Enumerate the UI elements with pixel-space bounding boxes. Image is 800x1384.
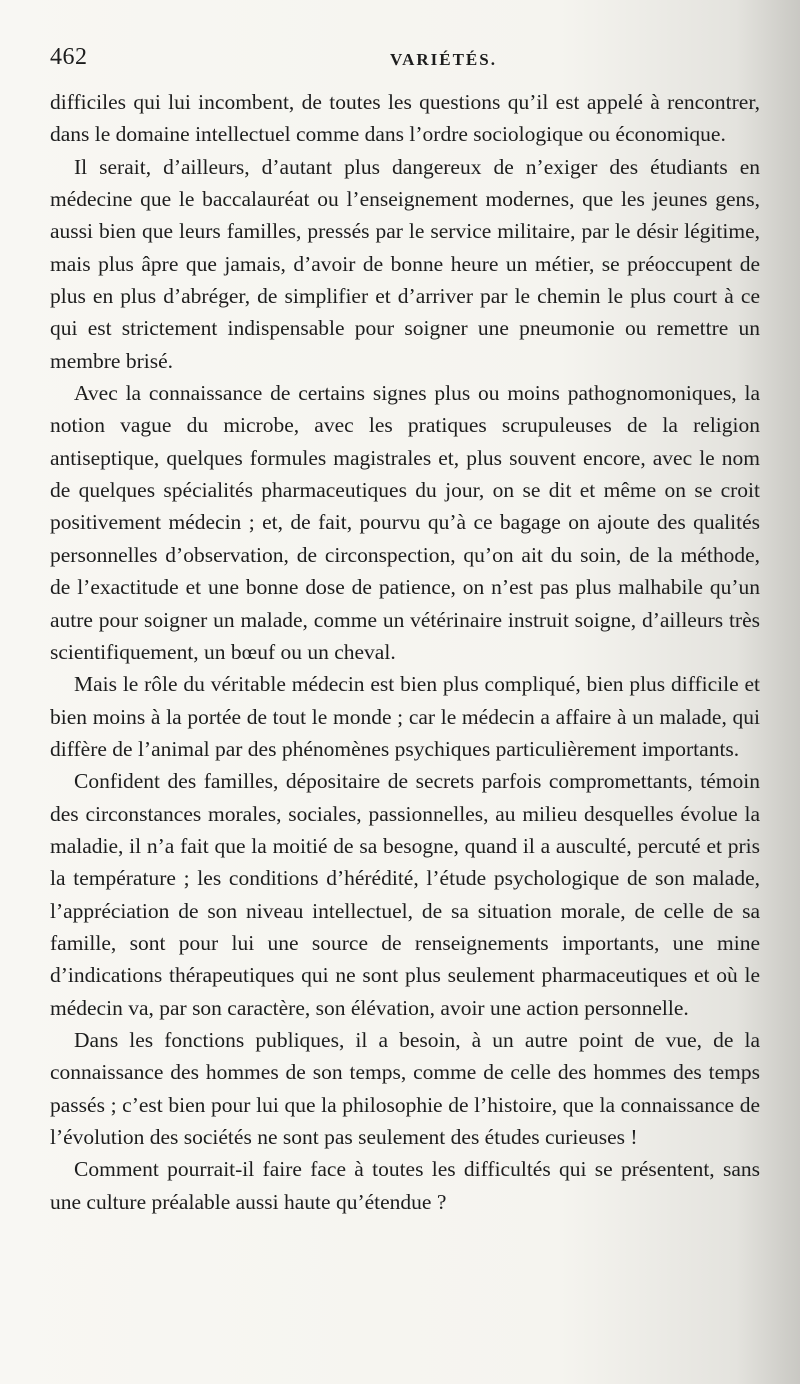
paragraph: Comment pourrait-il faire face à toutes les difficultés qui se présentent, sans une culture préalable aussi haute qu’étendue ? (50, 1157, 760, 1214)
paragraph: Il serait, d’ailleurs, d’autant plus dangereux de n’exiger des étudiants en médecine que le baccalauréat ou l’enseignement modernes, que les jeunes gens, aussi bien que leurs familles, pressés par le service militaire, par le désir légitime, mais plus âpre que jamais, d’avoir de bonne heure un métier, se préoccupent de plus en plus d’abréger, de simplifier et d’arriver par le chemin le plus court à ce qui est strictement indispensable pour soigner une pneumonie ou remettre un membre brisé. (50, 154, 760, 373)
paragraph: Confident des familles, dépositaire de secrets parfois compromettants, témoin des circonstances morales, sociales, passionnelles, au milieu desquelles évolue la maladie, il n’a fait que la moitié de sa besogne, quand il a ausculté, percuté et pris la température ; les conditions d’hérédité, l’étude psychologique de son malade, l’appréciation de son niveau intellectuel, de sa situation morale, de celle de sa famille, sont pour lui une source de renseignements importants, une mine d’indications thérapeutiques qui ne sont plus seulement pharmaceutiques et où le médecin va, par son caractère, son élévation, avoir une action personnelle. (50, 769, 760, 1020)
page-header (50, 44, 750, 76)
paragraph-continued: difficiles qui lui incombent, de toutes les questions qu’il est appelé à rencontrer, dans le domaine intellectuel comme dans l’ordre sociologique ou économique. (50, 90, 760, 147)
paragraph: Dans les fonctions publiques, il a besoin, à un autre point de vue, de la connaissance des hommes de son temps, comme de celle des hommes des temps passés ; c’est bien pour lui que la philosophie de l’histoire, que la connaissance de l’évolution des sociétés ne sont pas seulement des études curieuses ! (50, 1027, 760, 1149)
body-text (50, 86, 760, 1218)
running-title: VARIÉTÉS. (390, 50, 497, 69)
page-number: 462 (50, 44, 88, 70)
paragraph: Mais le rôle du véritable médecin est bien plus compliqué, bien plus difficile et bien moins à la portée de tout le monde ; car le médecin a affaire à un malade, qui diffère de l’animal par des phénomènes psychiques particulièrement importants. (50, 672, 760, 761)
paragraph: Avec la connaissance de certains signes plus ou moins pathognomoniques, la notion vague du microbe, avec les pratiques scrupuleuses de la religion antiseptique, quelques formules magistrales et, plus souvent encore, avec le nom de quelques spécialités pharmaceutiques du jour, on se dit et même on se croit positivement médecin ; et, de fait, pourvu qu’à ce bagage on ajoute des qualités personnelles d’observation, de circonspection, qu’on ait du soin, de la méthode, de l’exactitude et une bonne dose de patience, on n’est pas plus malhabile qu’un autre pour soigner un malade, comme un vétérinaire instruit soigne, d’ailleurs très scientifiquement, un bœuf ou un cheval. (50, 381, 760, 664)
